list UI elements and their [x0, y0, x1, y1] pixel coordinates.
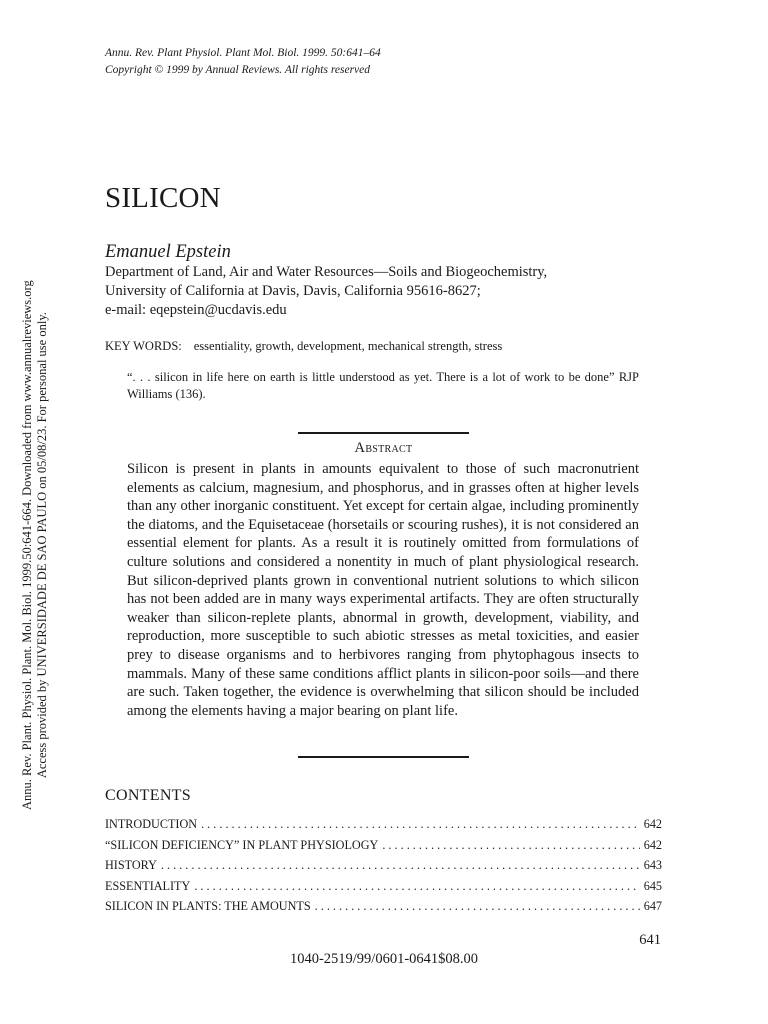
toc-entry[interactable] — [105, 835, 662, 856]
toc-entry-page: 643 — [643, 858, 662, 872]
journal-citation: Annu. Rev. Plant Physiol. Plant Mol. Biol. 1999. 50:641–64 — [105, 47, 381, 59]
table-of-contents — [105, 814, 662, 917]
toc-entry-title: HISTORY — [105, 858, 157, 872]
page-number: 641 — [639, 932, 661, 948]
toc-entry[interactable] — [105, 876, 662, 897]
abstract-body: Silicon is present in plants in amounts equivalent to those of such macronutrient elements as calcium, magnesium, and phosphorus, and in grasses often at higher levels than any other inorganic constituent. Yet except for certain algae, including prominently the diatoms, and the Equisetaceae (horsetails or scouring rushes), it is not considered an essential element for plants. As a result it is routinely omitted from formulations of culture solutions and considered a nonentity in much of plant physiological research. But silicon-deprived plants grown in conventional nutrient solutions to which silicon has not been added are in many ways experimental artifacts. They are often structurally weaker than silicon-replete plants, abnormal in growth, development, viability, and reproduction, more susceptible to such abiotic stresses as metal toxicities, and easier prey to disease organisms and to herbivores ranging from phytophagous insects to mammals. Many of these same conditions afflict plants in silicon-poor soils—and there are such. Taken together, the evidence is overwhelming that silicon should be included among the elements having a major bearing on plant life. — [127, 461, 639, 719]
download-notice — [20, 280, 50, 810]
abstract-heading: Abstract — [354, 440, 413, 456]
issn-price-line: 1040-2519/99/0601-0641$08.00 — [289, 951, 479, 967]
toc-entry-page: 645 — [643, 878, 662, 893]
toc-leader-dots — [382, 835, 639, 856]
toc-entry[interactable] — [105, 896, 662, 917]
toc-entry-page: 642 — [643, 837, 662, 852]
download-notice-line-2: Access provided by UNIVERSIDADE DE SAO PAULO on 05/08/23. For personal use only. — [35, 312, 49, 779]
keywords-text: essentiality, growth, development, mechanical strength, stress — [193, 339, 503, 353]
article-title: SILICON — [105, 182, 221, 214]
toc-entry-title: SILICON IN PLANTS: THE AMOUNTS — [105, 899, 311, 913]
toc-entry-page: 642 — [643, 817, 662, 831]
toc-entry[interactable] — [105, 814, 662, 835]
keywords-label: KEY WORDS: — [105, 339, 182, 353]
toc-entry-page: 647 — [643, 899, 662, 913]
abstract-bottom-rule — [298, 756, 469, 758]
contents-heading: CONTENTS — [105, 787, 191, 804]
toc-entry-title: ESSENTIALITY — [105, 878, 191, 893]
toc-entry-title: “SILICON DEFICIENCY” IN PLANT PHYSIOLOGY — [105, 837, 379, 852]
toc-entry-title: INTRODUCTION — [105, 817, 198, 831]
toc-leader-dots — [194, 876, 639, 897]
toc-leader-dots — [201, 814, 640, 835]
download-notice-line-1: Annu. Rev. Plant. Physiol. Plant. Mol. Biol. 1999.50:641-664. Downloaded from www.annualreviews.org — [20, 280, 34, 810]
toc-entry[interactable] — [105, 855, 662, 876]
author-name: Emanuel Epstein — [105, 242, 231, 262]
affiliation-line-2: University of California at Davis, Davis, California 95616-8627; — [105, 283, 481, 299]
toc-leader-dots — [161, 855, 640, 876]
abstract-top-rule — [298, 432, 469, 434]
copyright-notice: Copyright © 1999 by Annual Reviews. All rights reserved — [105, 64, 371, 76]
affiliation-email: e-mail: eqepstein@ucdavis.edu — [105, 302, 287, 318]
keywords — [105, 338, 502, 354]
affiliation-line-1: Department of Land, Air and Water Resources—Soils and Biogeochemistry, — [105, 264, 548, 280]
toc-leader-dots — [315, 896, 640, 917]
epigraph-quote: “. . . silicon in life here on earth is little understood as yet. There is a lot of work to be done” RJP Williams (136). — [127, 370, 639, 401]
